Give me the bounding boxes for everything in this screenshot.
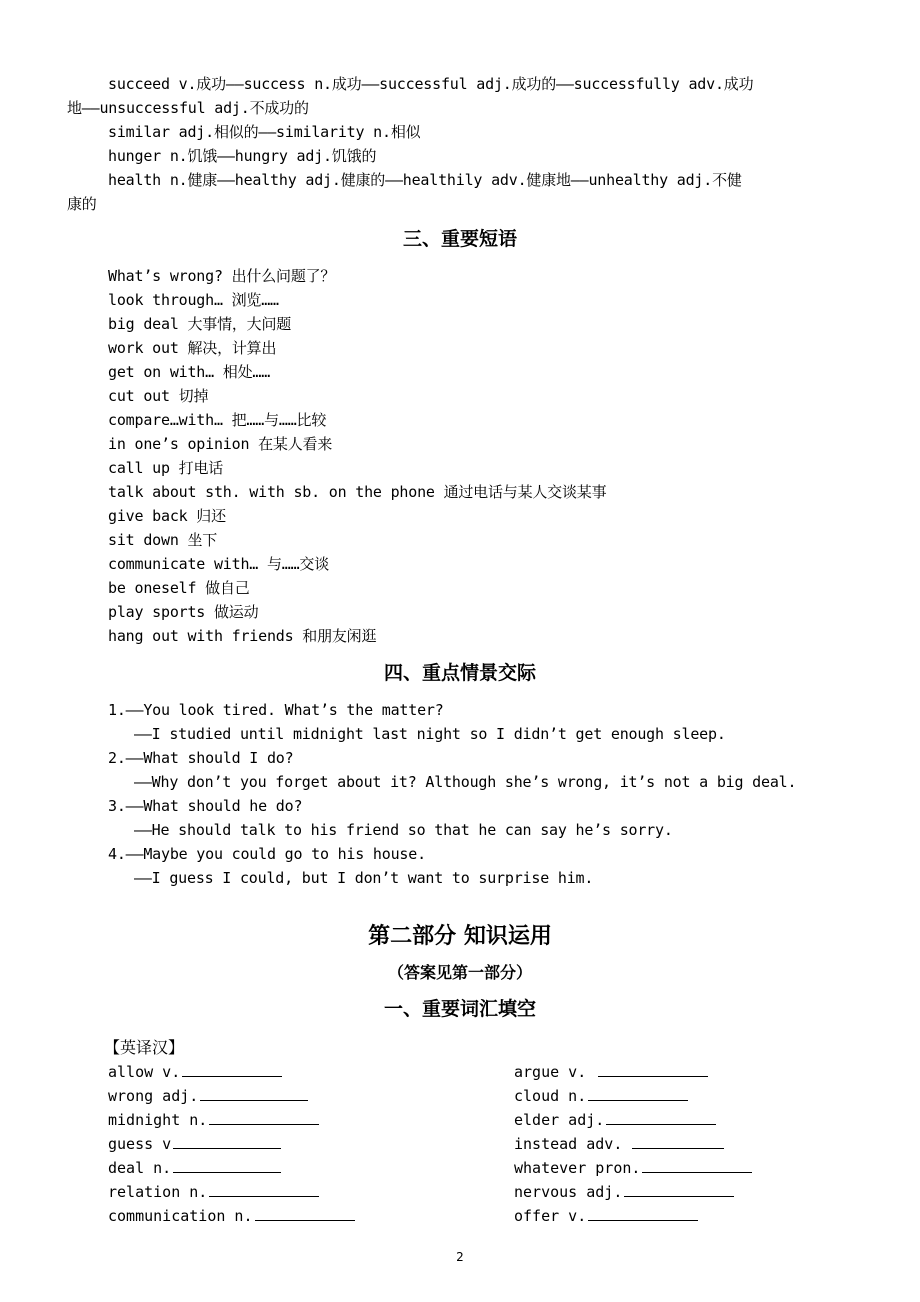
answer-blank[interactable]: [209, 1181, 319, 1197]
phrase-item: talk about sth. with sb. on the phone 通过电话与某人交谈某事: [108, 483, 607, 501]
dialog-answer: ——He should talk to his friend so that he can say he’s sorry.: [134, 821, 673, 839]
vocab-item: midnight n.: [108, 1108, 319, 1132]
section-heading: 三、重要短语: [402, 228, 517, 250]
answer-blank[interactable]: [588, 1205, 698, 1221]
dialog-question: 4.——Maybe you could go to his house.: [108, 845, 426, 863]
dialog-answer: ——Why don’t you forget about it? Although she’s wrong, it’s not a big deal.: [134, 773, 797, 791]
section-heading: 四、重点情景交际: [383, 662, 536, 684]
vocab-item: nervous adj.: [514, 1180, 734, 1204]
page-number: 2: [456, 1250, 464, 1264]
answer-blank[interactable]: [624, 1181, 734, 1197]
part-title: 第二部分 知识运用: [368, 924, 552, 949]
phrase-item: sit down 坐下: [108, 531, 218, 549]
word-form-line: similar adj.相似的——similarity n.相似: [108, 123, 421, 141]
word-form-line: 康的: [67, 195, 97, 213]
vocab-item: relation n.: [108, 1180, 319, 1204]
phrase-item: hang out with friends 和朋友闲逛: [108, 627, 377, 645]
exercise-label: 【英译汉】: [104, 1038, 185, 1057]
word-form-line: 地——unsuccessful adj.不成功的: [67, 99, 309, 117]
answer-blank[interactable]: [255, 1205, 355, 1221]
dialog-question: 2.——What should I do?: [108, 749, 294, 767]
part-note: （答案见第一部分）: [387, 963, 532, 982]
vocab-item: elder adj.: [514, 1108, 716, 1132]
answer-blank[interactable]: [598, 1061, 708, 1077]
vocab-item: argue v.: [514, 1060, 708, 1084]
phrase-item: call up 打电话: [108, 459, 224, 477]
answer-blank[interactable]: [173, 1157, 281, 1173]
vocab-item: cloud n.: [514, 1084, 688, 1108]
phrase-item: get on with… 相处……: [108, 363, 271, 381]
dialog-answer: ——I guess I could, but I don’t want to surprise him.: [134, 869, 594, 887]
phrase-item: work out 解决，计算出: [108, 339, 277, 357]
vocab-item: deal n.: [108, 1156, 281, 1180]
answer-blank[interactable]: [173, 1133, 281, 1149]
dialog-answer: ——I studied until midnight last night so I didn’t get enough sleep.: [134, 725, 726, 743]
phrase-item: What’s wrong? 出什么问题了？: [108, 267, 336, 285]
phrase-item: big deal 大事情，大问题: [108, 315, 292, 333]
vocab-item: offer v.: [514, 1204, 698, 1228]
section-heading: 一、重要词汇填空: [383, 998, 536, 1020]
dialog-question: 1.——You look tired. What’s the matter?: [108, 701, 444, 719]
phrase-item: be oneself 做自己: [108, 579, 250, 597]
vocab-item: whatever pron.: [514, 1156, 752, 1180]
phrase-item: compare…with… 把……与……比较: [108, 411, 327, 429]
vocab-item: instead adv.: [514, 1132, 724, 1156]
phrase-item: play sports 做运动: [108, 603, 259, 621]
vocab-item: allow v.: [108, 1060, 282, 1084]
answer-blank[interactable]: [642, 1157, 752, 1173]
phrase-item: communicate with… 与……交谈: [108, 555, 330, 573]
answer-blank[interactable]: [588, 1085, 688, 1101]
vocab-item: communication n.: [108, 1204, 355, 1228]
word-form-line: hunger n.饥饿——hungry adj.饥饿的: [108, 147, 377, 165]
answer-blank[interactable]: [632, 1133, 724, 1149]
dialog-question: 3.——What should he do?: [108, 797, 303, 815]
phrase-item: cut out 切掉: [108, 387, 209, 405]
phrase-item: give back 归还: [108, 507, 226, 525]
answer-blank[interactable]: [606, 1109, 716, 1125]
word-form-line: succeed v.成功——success n.成功——successful adj.成功的——successfully adv.成功: [108, 75, 754, 93]
answer-blank[interactable]: [182, 1061, 282, 1077]
answer-blank[interactable]: [209, 1109, 319, 1125]
vocab-item: guess v: [108, 1132, 281, 1156]
phrase-item: look through… 浏览……: [108, 291, 279, 309]
answer-blank[interactable]: [200, 1085, 308, 1101]
word-form-line: health n.健康——healthy adj.健康的——healthily adv.健康地——unhealthy adj.不健: [108, 171, 742, 189]
vocab-item: wrong adj.: [108, 1084, 308, 1108]
phrase-item: in one’s opinion 在某人看来: [108, 435, 333, 453]
